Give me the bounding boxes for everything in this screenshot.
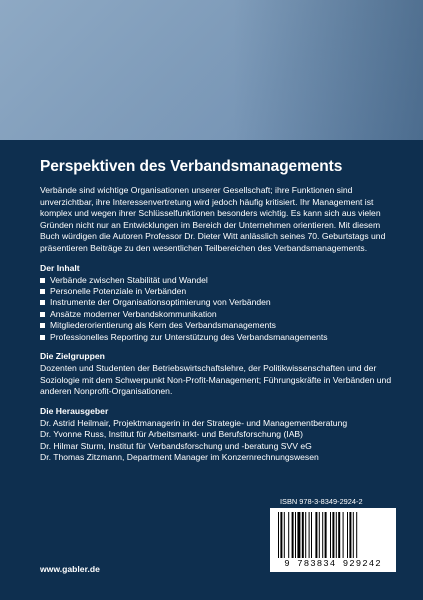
list-item: Mitgliederorientierung als Kern des Verbandsmanagements (40, 320, 392, 331)
inhalt-list (40, 275, 392, 343)
isbn-label: ISBN 978-3-8349-2924-2 (280, 497, 363, 506)
editor-entry: Dr. Thomas Zitzmann, Department Manager im Konzernrechnungswesen (40, 452, 319, 462)
intro-paragraph: Verbände sind wichtige Organisationen unserer Gesellschaft; ihre Funktionen sind unverzichtbar, ihre Interessenvertretung wird jedoch häufig kritisiert. Ihr Management ist komplex und wegen ihrer Schlüsselfunktionen besonders wichtig. Es kann sich aus vielen Gründen nicht nur an Entwicklungen im Bereich der Unternehmen orientieren. Mit diesem Buch würdigen die Autoren Professor Dr. Dieter Witt anlässlich seines 70. Geburtstags und präsentieren Beiträge zu den wesentlichen Teilbereichen des Verbandsmanagements. (40, 185, 386, 253)
list-item: Instrumente der Organisationsoptimierung von Verbänden (40, 297, 392, 308)
zielgruppen-text: Dozenten und Studenten der Betriebswirtschaftslehre, der Politikwissenschaften und der Soziologie mit dem Schwerpunkt Non-Profit-Management; Führungskräfte in Verbänden und anderen Nonprofit-Organisationen. (40, 363, 392, 397)
list-item: Professionelles Reporting zur Unterstützung des Verbandsmanagements (40, 332, 392, 343)
herausgeber-list (40, 418, 392, 464)
list-item: Verbände zwischen Stabilität und Wandel (40, 275, 392, 286)
publisher-url[interactable]: www.gabler.de (40, 564, 100, 574)
barcode (270, 508, 396, 572)
editor-entry: Dr. Hilmar Sturm, Institut für Verbandsforschung und -beratung SVV eG (40, 440, 312, 451)
list-item: Ansätze moderner Verbandskommunikation (40, 309, 392, 320)
editor-entry: Dr. Yvonne Russ, Institut für Arbeitsmarkt- und Berufsforschung (IAB) (40, 429, 304, 440)
zielgruppen-heading: Die Zielgruppen (40, 351, 105, 361)
back-cover-text (40, 158, 392, 463)
top-band-shade (0, 0, 423, 140)
barcode-digits: 9 783834 929242 (284, 559, 382, 569)
barcode-bars (278, 512, 388, 558)
inhalt-heading: Der Inhalt (40, 262, 80, 273)
editor-entry: Dr. Astrid Heilmair, Projektmanagerin in der Strategie- und Managementberatung (40, 417, 348, 428)
list-item: Personelle Potenziale in Verbänden (40, 286, 392, 297)
herausgeber-heading: Die Herausgeber (40, 405, 109, 416)
book-title: Perspektiven des Verbandsmanagements (40, 158, 343, 175)
